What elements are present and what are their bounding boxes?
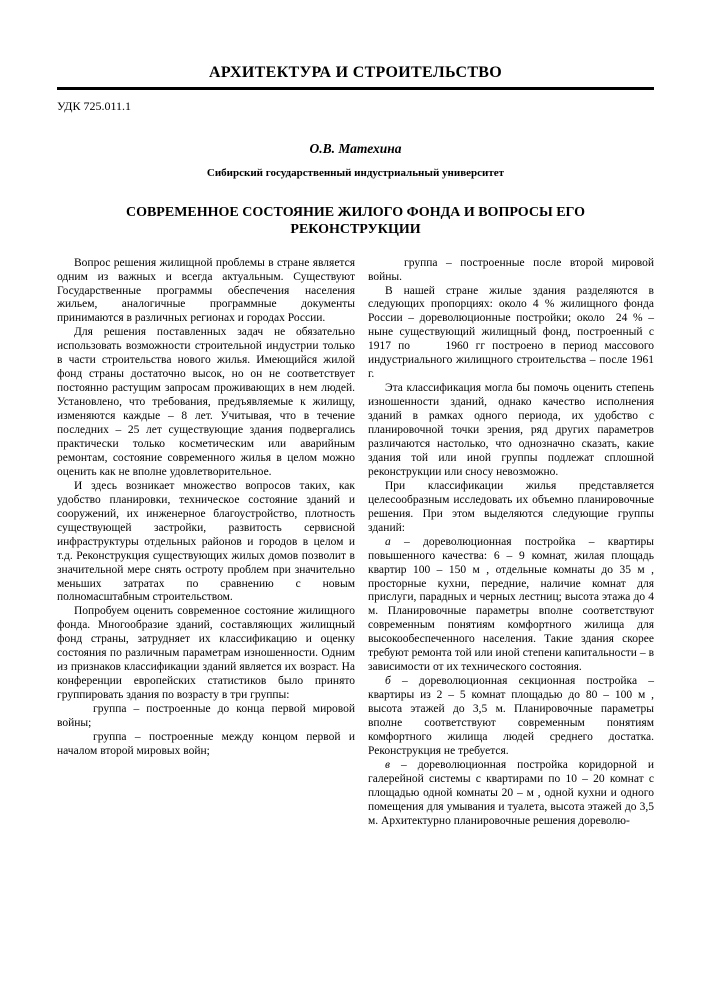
journal-header: АРХИТЕКТУРА И СТРОИТЕЛЬСТВО	[208, 64, 503, 81]
paragraph-type-b	[368, 675, 654, 759]
paragraph-text: Попробуем оценить современное состояние жилищного фонда. Многообразие зданий, составляющих жилищный фонд страны, затрудняет их классификацию и оценку состояния по различным параметрам изношенности. Одним из признаков классификации зданий является их возраст. На конференции европейских статистиков было принято группировать здания по возрасту в три группы:	[57, 605, 355, 702]
paragraph-text: Для решения поставленных задач не обязательно использовать возможности строительной индустрии только в части строительства нового жилья. Имеющийся жилой фонд страны достаточно высок, но он не соответствует постоянно растущим запросам проживающих в нем людей. Установлено, что требования, предъявляемые к жилищу, изменяются каждые – 8 лет. Учитывая, что в течение последних – 25 лет существующие здания подвергались практически только косметическим или аварийным ремонтам, состояние современного жилья в целом можно оценить как не вполне удовлетворительное.	[57, 326, 355, 478]
left-column	[57, 257, 355, 829]
udc-code: УДК 725.011.1	[57, 98, 132, 113]
paragraph-text: Эта классификация могла бы помочь оценить степень изношенности зданий, однако качество исполнения зданий в рамках одного периода, их удобство с планировочной точки зрения, ряд других параметров различаются настолько, что однозначно сказать, какие здания той или иной группы подлежат сплошной реконструкции или сносу невозможно.	[368, 382, 654, 478]
paragraph-text: При классификации жилья представляется целесообразным исследовать их объемно планировочные решения. При этом выделяются следующие группы зданий:	[368, 479, 654, 534]
paragraph	[57, 257, 355, 327]
paragraph-lead: б	[385, 675, 391, 688]
paragraph-text: И здесь возникает множество вопросов таких, как удобство планировки, техническое состояние зданий и сооружений, их инженерное благоустройство, плотность существующей застройки, развитость сервисной инфраструктуры отдельных районов и городов в целом и т.д. Реконструкция существующих жилых домов позволит в значительной мере снять остроту проблем при значительно меньших затратах по сравнению с новым полномасштабным строительством.	[57, 479, 355, 604]
paragraph-text: – дореволюционная постройка коридорной и галерейной системы с квартирами по 10 – 20 комнат с площадью одной комнаты 20 – м , одной кухни и одного помещения для умывания и туалета, высота этажей до 3,5 м. Архитектурно планировочные решения дореволю-	[368, 758, 654, 827]
paragraph	[368, 480, 654, 536]
article-body	[57, 257, 654, 829]
paragraph-lead: в	[385, 758, 390, 771]
paragraph	[57, 480, 355, 606]
author-name: О.В. Матехина	[309, 140, 402, 156]
paragraph	[368, 382, 654, 480]
paragraph-type-a	[368, 536, 654, 676]
paragraph-text: В нашей стране жилые здания разделяются в следующих пропорциях: около 4 % жилищного фонда России – дореволюционные постройки; около 24 % – ныне существующий жилищный фонд, построенный с 1917 по 1960 гг построено в период массового индустриального жилищного строительства – после 1961 г.	[368, 284, 654, 381]
list-item-group-2	[57, 731, 355, 759]
header-rule	[57, 87, 654, 90]
paragraph-text: группа – построенные между концом первой и началом второй мировых войн;	[57, 731, 355, 757]
paragraph-text: группа – построенные до конца первой мировой войны;	[57, 703, 355, 730]
right-column	[368, 257, 654, 829]
paragraph-text: – дореволюционная постройка – квартиры повышенного качества: 6 – 9 комнат, жилая площадь квартир 100 – 150 м , отдельные комнаты до 35 м , просторные кухни, передние, наличие комнат для прислуги, парадных и черных лестниц; высота этажа до 4 м. Планировочные параметры вполне соответствуют современным понятиям комфортного жилища для высокообеспеченного населения. Такие здания скорее требуют ремонта той или иной степени капитальности – в зависимости от их технического состояния.	[368, 535, 654, 674]
article-title: СОВРЕМЕННОЕ СОСТОЯНИЕ ЖИЛОГО ФОНДА И ВОПРОСЫ ЕГО РЕКОНСТРУКЦИИ	[125, 204, 586, 237]
paragraph-lead: а	[385, 535, 391, 548]
paragraph-type-v	[368, 759, 654, 829]
list-item-group-1	[57, 703, 355, 731]
list-item-group-3	[368, 257, 654, 285]
paragraph-text: группа – построенные после второй мировой войны.	[368, 256, 654, 283]
paragraph	[57, 326, 355, 479]
author-affiliation: Сибирский государственный индустриальный университет	[206, 166, 505, 179]
paragraph	[368, 285, 654, 383]
paragraph-text: – дореволюционная секционная постройка – квартиры из 2 – 5 комнат площадью до 80 – 100 м , высота этажей до 3,5 м. Планировочные параметры вполне соответствуют современным понятиям комфортного жилища людей среднего достатка. Реконструкция не требуется.	[368, 675, 654, 757]
paragraph	[57, 605, 355, 703]
paragraph-text: Вопрос решения жилищной проблемы в стране является одним из важных и всегда актуальным. Существуют Государственные программы обеспечения населения жильем, аналогичные программные документы принимаются в различных регионах и городах России.	[57, 256, 355, 325]
